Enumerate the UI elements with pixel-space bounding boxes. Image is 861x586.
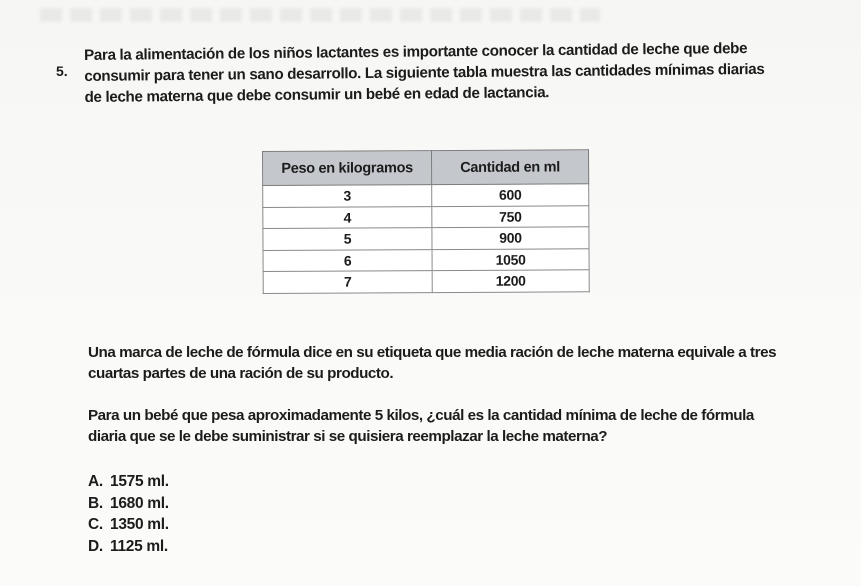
question-number: 5.: [56, 63, 68, 79]
question-text-paragraph: Para un bebé que pesa aproximadamente 5 kilos, ¿cuál es la cantidad mínima de leche de fórmula diaria que se le debe suministrar si se quisiera reemplazar la leche materna?: [88, 407, 754, 445]
option-letter: C.: [88, 516, 103, 533]
cell-quantity: 750: [432, 205, 589, 227]
option-letter: D.: [88, 537, 103, 555]
option-text: 1575 ml.: [110, 473, 169, 490]
cell-weight: 5: [263, 228, 432, 250]
milk-quantity-table: [262, 149, 590, 293]
option-c[interactable]: [88, 514, 169, 536]
label-info-paragraph: Una marca de leche de fórmula dice en su etiqueta que media ración de leche materna equivale a tres cuartas partes de una ración de su producto.: [88, 344, 777, 382]
cell-weight: 4: [263, 206, 432, 228]
option-letter: A.: [88, 473, 103, 490]
bleed-through-texture: [40, 8, 600, 22]
header-quantity: Cantidad en ml: [432, 150, 589, 185]
cell-weight: 7: [263, 271, 432, 293]
option-text: 1125 ml.: [110, 537, 168, 555]
option-b[interactable]: [88, 493, 169, 515]
option-a[interactable]: [88, 471, 169, 493]
cell-quantity: 1200: [432, 270, 589, 292]
header-weight: Peso en kilogramos: [263, 151, 432, 186]
cell-weight: 6: [263, 249, 432, 271]
answer-options: [88, 471, 169, 557]
option-letter: B.: [88, 494, 103, 512]
table-header-row: [263, 150, 589, 186]
cell-quantity: 1050: [432, 248, 589, 270]
option-d[interactable]: [88, 536, 169, 558]
cell-quantity: 600: [432, 184, 589, 206]
question-stem: Para la alimentación de los niños lactantes es importante conocer la cantidad de leche que debe consumir para tener un sano desarrollo. La siguiente tabla muestra las cantidades mínimas diarias de leche materna que debe consumir un bebé en edad de lactancia.: [84, 40, 765, 106]
table-row: [263, 184, 589, 207]
table-row: [263, 227, 589, 250]
table-row: [263, 248, 589, 271]
option-text: 1350 ml.: [110, 516, 169, 533]
milk-table-container: [262, 149, 590, 293]
cell-quantity: 900: [432, 227, 589, 249]
table-row: [263, 270, 589, 293]
cell-weight: 3: [263, 185, 432, 207]
table-row: [263, 205, 589, 228]
option-text: 1680 ml.: [110, 494, 169, 512]
